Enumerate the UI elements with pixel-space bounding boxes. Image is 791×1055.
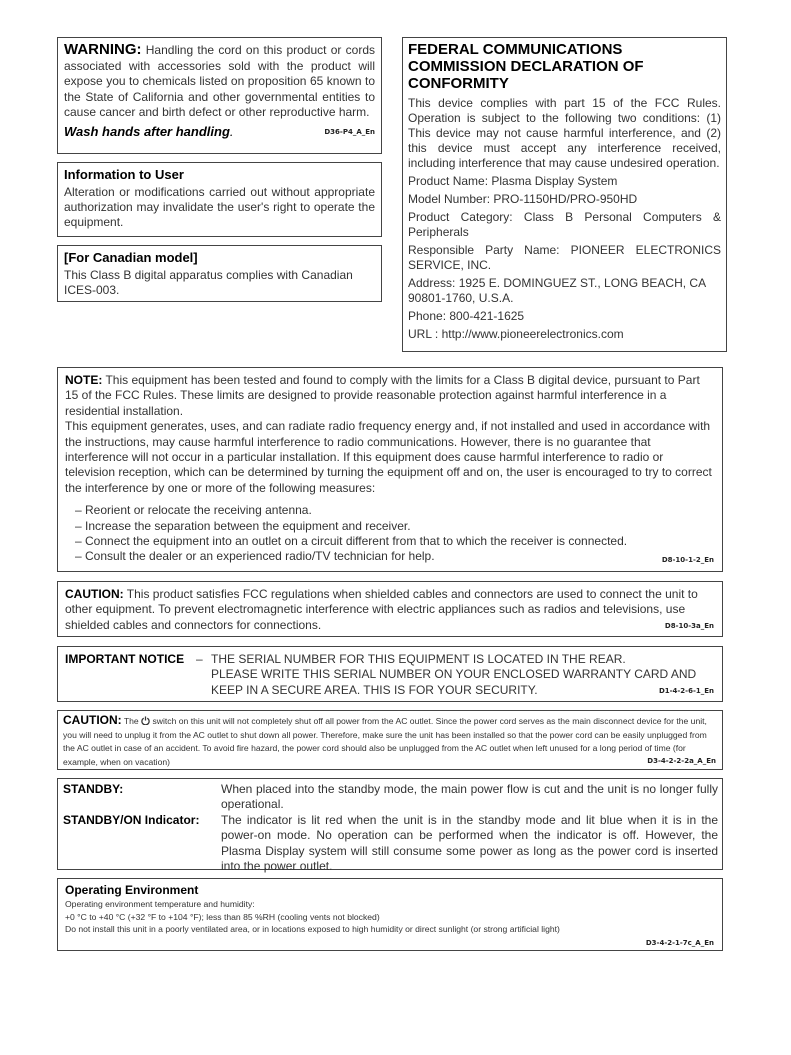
operating-line-2: +0 °C to +40 °C (+32 °F to +104 °F); less than 85 %RH (cooling vents not blocked) xyxy=(65,911,380,922)
info-user-heading: Information to User xyxy=(64,167,184,182)
power-symbol-icon xyxy=(141,716,150,729)
caution-power-text-b: switch on this unit will not completely shut off all power from the AC outlet. Since the power cord serves as the main disconnect device for the unit, you will need to unplug it from the AC outlet to shut down all power. Therefore, make sure the unit has been installed so that the power cord can be easily unplugged from the AC outlet in case of an accident. To avoid fire hazard, the power cord should also be unplugged from the AC outlet when left unused for a long period of time (for example, when on vacation) xyxy=(63,716,707,767)
list-item: – Connect the equipment into an outlet on a circuit different from that to which the receiver is connected. xyxy=(75,534,628,549)
canadian-heading: [For Canadian model] xyxy=(64,250,198,265)
fcc-product-name: Product Name: Plasma Display System xyxy=(408,174,618,188)
caution-power-heading: CAUTION: xyxy=(63,713,122,727)
standby-on-indicator-desc: The indicator is lit red when the unit is in the standby mode and lit blue when it is in the power-on mode. No operation can be performed when the indicator is off. However, the Plasma Display system will still consume some power as long as the power cord is inserted into the power outlet. xyxy=(221,813,718,874)
important-notice-box xyxy=(57,646,723,702)
important-notice-code: D1-4-2-6-1_En xyxy=(658,687,714,695)
fcc-product-category: Product Category: Class B Personal Computers & Peripherals xyxy=(408,210,721,239)
caution-power-box xyxy=(57,710,723,770)
canadian-text: This Class B digital apparatus complies with Canadian ICES-003. xyxy=(64,268,353,297)
caution-power-text-a: The xyxy=(123,716,139,726)
standby-label: STANDBY: xyxy=(63,782,124,796)
warning-paragraph xyxy=(64,42,375,121)
note-text-1: This equipment has been tested and found to comply with the limits for a Class B digital device, pursuant to Part 15 of the FCC Rules. These limits are designed to provide reasonable protection against harmful interference in a residential installation. xyxy=(65,373,700,418)
fcc-heading: FEDERAL COMMUNICATIONS COMMISSION DECLARATION OF CONFORMITY xyxy=(408,41,644,92)
fcc-box xyxy=(402,37,727,352)
caution-fcc-text: This product satisfies FCC regulations when shielded cables and connectors are used to connect the unit to other equipment. To prevent electromagnetic interference with electric appliances such as radios and televisions, use shielded cables and connectors for connections. xyxy=(65,587,698,632)
operating-line-3: Do not install this unit in a poorly ventilated area, or in locations exposed to high humidity or direct sunlight (or strong artificial light) xyxy=(65,924,560,934)
note-code: D8-10-1-2_En xyxy=(661,556,714,564)
important-line-2: PLEASE WRITE THIS SERIAL NUMBER ON YOUR ENCLOSED WARRANTY CARD AND xyxy=(211,667,697,682)
caution-power-code: D3-4-2-2-2a_A_En xyxy=(647,757,716,765)
note-measures-list xyxy=(65,503,715,565)
note-paragraph-1 xyxy=(65,373,715,419)
operating-line-1: Operating environment temperature and humidity: xyxy=(65,899,255,909)
important-notice-dash: – xyxy=(196,652,203,666)
wash-hands-period: . xyxy=(229,123,234,139)
operating-environment-box xyxy=(57,878,723,951)
caution-fcc-box xyxy=(57,581,723,637)
warning-footer xyxy=(64,123,375,141)
list-item: – Reorient or relocate the receiving antenna. xyxy=(75,503,312,518)
note-text-2: This equipment generates, uses, and can radiate radio frequency energy and, if not installed and used in accordance with the instructions, may cause harmful interference to radio communications. However, there is no guarantee that interference will not occur in a particular installation. If this equipment does cause harmful interference to radio or television reception, which can be determined by turning the equipment off and on, the user is encouraged to try to correct the interference by one or more of the following measures: xyxy=(65,419,712,495)
standby-desc: When placed into the standby mode, the main power flow is cut and the unit is no longer fully operational. xyxy=(221,782,718,812)
warning-text: Handling the cord on this product or cords associated with accessories sold with the product will expose you to chemicals listed on proposition 65 known to the State of California and other governmental entities to cause cancer and birth defect or other reproductive harm. xyxy=(64,43,375,119)
note-heading: NOTE: xyxy=(65,373,103,387)
fcc-party-name: Responsible Party Name: PIONEER ELECTRONICS SERVICE, INC. xyxy=(408,243,721,272)
important-line-3: KEEP IN A SECURE AREA. THIS IS FOR YOUR SECURITY. xyxy=(211,682,538,697)
caution-power-paragraph xyxy=(63,714,717,769)
caution-fcc-heading: CAUTION: xyxy=(65,587,124,601)
fcc-url: URL : http://www.pioneerelectronics.com xyxy=(408,327,624,341)
wash-hands-text xyxy=(64,124,234,139)
important-line-1: THE SERIAL NUMBER FOR THIS EQUIPMENT IS LOCATED IN THE REAR. xyxy=(211,652,626,666)
warning-box xyxy=(57,37,382,154)
fcc-address: Address: 1925 E. DOMINGUEZ ST., LONG BEACH, CA 90801-1760, U.S.A. xyxy=(408,276,706,305)
note-box xyxy=(57,367,723,572)
operating-heading: Operating Environment xyxy=(65,883,199,897)
important-notice-heading: IMPORTANT NOTICE xyxy=(65,652,185,666)
important-notice-lines xyxy=(211,652,696,698)
warning-code: D36-P4_A_En xyxy=(324,127,375,136)
caution-fcc-code: D8-10-3a_En xyxy=(664,622,714,630)
standby-on-indicator-label: STANDBY/ON Indicator: xyxy=(63,813,200,827)
info-user-box xyxy=(57,162,382,237)
fcc-intro: This device complies with part 15 of the FCC Rules. Operation is subject to the following two conditions: (1) This device may not cause harmful interference, and (2) this device must accept any interference received, including interference that may cause undesired operation. xyxy=(408,96,721,170)
fcc-phone: Phone: 800-421-1625 xyxy=(408,309,525,323)
info-user-text: Alteration or modifications carried out without appropriate authorization may invalidate the user's right to operate the equipment. xyxy=(64,185,375,229)
wash-hands-label: Wash hands after handling xyxy=(64,123,230,139)
standby-box xyxy=(57,778,723,874)
operating-code: D3-4-2-1-7c_A_En xyxy=(645,939,714,947)
fcc-model-number: Model Number: PRO-1150HD/PRO-950HD xyxy=(408,192,638,206)
canadian-box xyxy=(57,245,382,302)
warning-heading: WARNING: xyxy=(64,41,142,58)
list-item: – Increase the separation between the equipment and receiver. xyxy=(75,518,411,533)
list-item: – Consult the dealer or an experienced radio/TV technician for help. xyxy=(75,549,435,564)
caution-fcc-paragraph xyxy=(65,587,715,633)
